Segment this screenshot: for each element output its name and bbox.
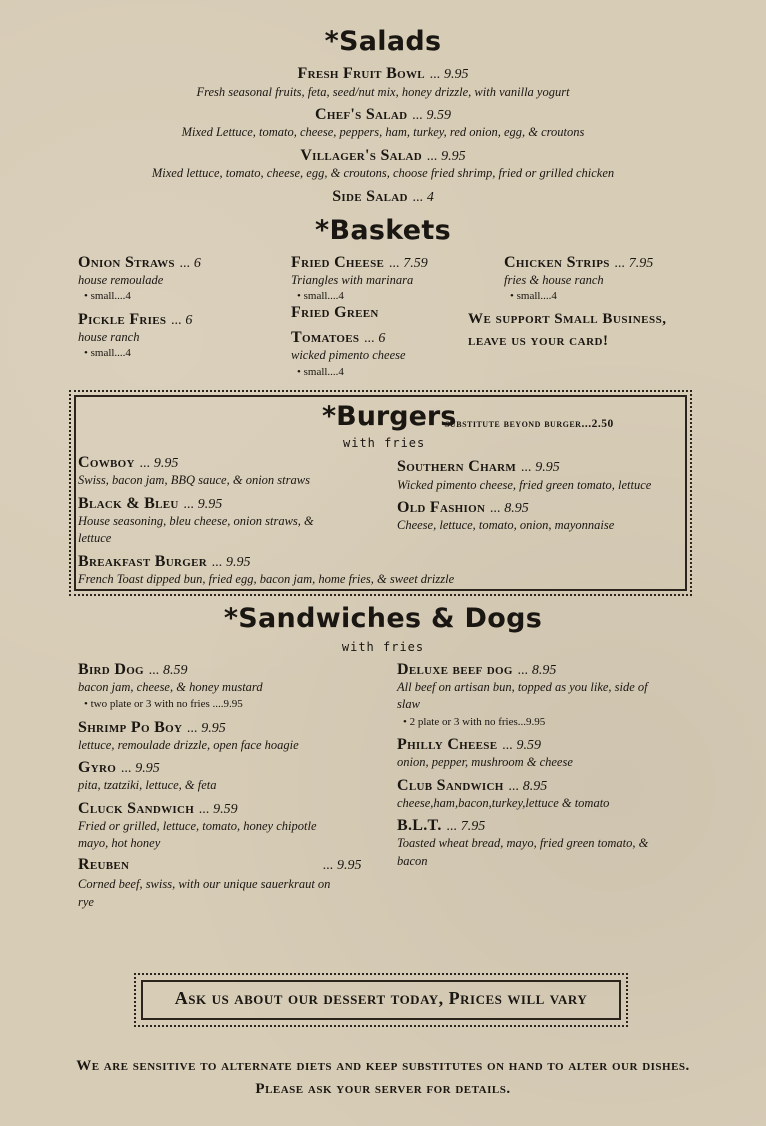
item-name: Shrimp Po Boy	[78, 719, 183, 736]
item-name: Cowboy	[78, 454, 135, 471]
item-small-option: • small....4	[297, 290, 344, 302]
item-price: ... 9.95	[187, 721, 226, 736]
item-description: Fried or grilled, lettuce, tomato, honey chipotle	[78, 819, 317, 833]
menu-item-gyro	[78, 757, 160, 777]
item-name: Black & Bleu	[78, 495, 179, 512]
item-name: Old Fashion	[397, 499, 486, 516]
item-price: ... 8.95	[517, 663, 557, 678]
item-price: ... 9.59	[412, 108, 451, 123]
item-name: Philly Cheese	[397, 736, 498, 753]
item-description: house remoulade	[78, 273, 164, 287]
item-description: slaw	[397, 697, 420, 711]
item-name: Fresh Fruit Bowl	[297, 65, 425, 82]
menu-item-bird-dog	[78, 659, 188, 679]
item-price: ... 9.95	[429, 67, 469, 82]
item-name: Side Salad	[332, 188, 408, 205]
item-description: mayo, hot honey	[78, 836, 161, 850]
item-description: house ranch	[78, 330, 140, 344]
item-price: ... 4	[412, 190, 434, 205]
item-description: lettuce	[78, 531, 112, 545]
menu-item-breakfast-burger	[78, 551, 251, 571]
item-description: All beef on artisan bun, topped as you like, side of	[397, 680, 648, 694]
item-price: ... 8.95	[490, 501, 529, 516]
item-plate-option: • two plate or 3 with no fries ....9.95	[84, 698, 243, 710]
menu-item-villagers-salad	[0, 145, 766, 165]
menu-item-deluxe-beef-dog	[397, 659, 556, 679]
item-price: ... 6	[171, 313, 193, 328]
beyond-burger-substitute: substitute beyond burger...2.50	[445, 418, 614, 430]
small-business-note: We support Small Business,	[468, 311, 667, 327]
item-small-option: • small....4	[510, 290, 557, 302]
item-name: Southern Charm	[397, 458, 517, 475]
menu-item-reuben-price: ... 9.95	[323, 858, 362, 873]
menu-item-pickle-fries	[78, 309, 192, 329]
item-description: French Toast dipped bun, fried egg, bacon jam, home fries, & sweet drizzle	[78, 572, 455, 586]
item-description: cheese,ham,bacon,turkey,lettuce & tomato	[397, 796, 610, 810]
item-description: Mixed Lettuce, tomato, cheese, peppers, ham, turkey, red onion, egg, & croutons	[181, 125, 585, 139]
item-price: ... 7.95	[446, 819, 486, 834]
item-description: Corned beef, swiss, with our unique sauerkraut on	[78, 877, 331, 891]
baskets-heading: *Baskets	[315, 215, 451, 246]
item-price: ... 8.59	[149, 663, 188, 678]
item-price: ... 7.59	[389, 256, 428, 271]
menu-item-chefs-salad	[0, 104, 766, 124]
item-price: ... 9.95	[183, 497, 223, 512]
item-plate-option: • 2 plate or 3 with no fries...9.95	[403, 716, 546, 728]
menu-item-black-and-bleu	[78, 493, 222, 513]
item-description: Wicked pimento cheese, fried green tomato, lettuce	[397, 478, 652, 492]
item-description: bacon jam, cheese, & honey mustard	[78, 680, 263, 694]
item-price: ... 6	[179, 256, 201, 271]
item-name: Onion Straws	[78, 254, 175, 271]
diet-note-line2: Please ask your server for details.	[255, 1081, 511, 1097]
item-description: wicked pimento cheese	[291, 348, 406, 362]
salads-heading: *Salads	[324, 26, 442, 57]
small-business-note: leave us your card!	[468, 333, 609, 349]
item-name: Bird Dog	[78, 661, 144, 678]
diet-note-line1: We are sensitive to alternate diets and keep substitutes on hand to alter our dishes.	[76, 1058, 690, 1074]
menu-item-onion-straws	[78, 252, 201, 272]
menu-item-fried-green-tomatoes	[291, 327, 385, 347]
item-price: ... 7.95	[614, 256, 654, 271]
menu-item-club-sandwich	[397, 775, 547, 795]
item-price: ... 9.59	[199, 802, 238, 817]
menu-item-blt	[397, 815, 485, 835]
item-description: House seasoning, bleu cheese, onion straws, &	[78, 514, 314, 528]
item-description: pita, tzatziki, lettuce, & feta	[78, 778, 217, 792]
item-description: Swiss, bacon jam, BBQ sauce, & onion straws	[78, 473, 310, 487]
menu-item-philly-cheese	[397, 734, 541, 754]
item-description: Triangles with marinara	[291, 273, 414, 287]
dessert-note: Ask us about our dessert today, Prices will vary	[174, 988, 588, 1008]
item-description: Fresh seasonal fruits, feta, seed/nut mix, honey drizzle, with vanilla yogurt	[196, 85, 570, 99]
sandwiches-heading: *Sandwiches & Dogs	[223, 603, 543, 634]
burgers-heading: *Burgers	[322, 401, 457, 432]
item-price: ... 9.95	[121, 761, 160, 776]
item-price: ... 9.95	[521, 460, 560, 475]
burgers-with-fries: with fries	[343, 436, 426, 450]
item-small-option: • small....4	[297, 366, 344, 378]
item-name: Chef's Salad	[315, 106, 408, 123]
item-description: Cheese, lettuce, tomato, onion, mayonnaise	[397, 518, 615, 532]
item-name: Pickle Fries	[78, 311, 167, 328]
item-description: rye	[78, 895, 94, 909]
item-name: Gyro	[78, 759, 117, 776]
menu-item-shrimp-po-boy	[78, 717, 226, 737]
item-small-option: • small....4	[84, 290, 131, 302]
item-name: Cluck Sandwich	[78, 800, 195, 817]
menu-item-cowboy	[78, 452, 178, 472]
item-price: ... 9.59	[502, 738, 541, 753]
item-name: Fried Green	[291, 304, 379, 321]
item-description: lettuce, remoulade drizzle, open face hoagie	[78, 738, 299, 752]
item-name: Deluxe beef dog	[397, 661, 513, 678]
menu-item-side-salad	[0, 186, 766, 206]
item-name: Fried Cheese	[291, 254, 385, 271]
menu-item-fresh-fruit-bowl	[0, 63, 766, 83]
menu-item-old-fashion	[397, 497, 529, 517]
sandwiches-with-fries: with fries	[341, 640, 425, 654]
menu-item-chicken-strips	[504, 252, 653, 272]
menu-item-southern-charm	[397, 456, 560, 476]
item-name: Chicken Strips	[504, 254, 610, 271]
item-name: B.L.T.	[397, 817, 442, 834]
item-description: Toasted wheat bread, mayo, fried green tomato, &	[397, 836, 649, 850]
item-description: fries & house ranch	[504, 273, 604, 287]
menu-item-fried-cheese	[291, 252, 428, 272]
item-description: onion, pepper, mushroom & cheese	[397, 755, 573, 769]
item-price: ... 9.95	[139, 456, 179, 471]
item-name: Tomatoes	[291, 329, 360, 346]
item-price: ... 9.95	[427, 149, 466, 164]
item-price: ... 8.95	[508, 779, 548, 794]
item-description: Mixed lettuce, tomato, cheese, egg, & croutons, choose fried shrimp, fried or grilled chicken	[151, 166, 615, 180]
item-price: ... 9.95	[212, 555, 251, 570]
item-small-option: • small....4	[84, 347, 131, 359]
menu-item-cluck-sandwich	[78, 798, 238, 818]
item-name: Club Sandwich	[397, 777, 504, 794]
item-price: ... 6	[364, 331, 386, 346]
item-name: Villager's Salad	[300, 147, 423, 164]
menu-item-reuben-name: Reuben	[78, 856, 130, 873]
item-description: bacon	[397, 854, 428, 868]
item-name: Breakfast Burger	[78, 553, 207, 570]
